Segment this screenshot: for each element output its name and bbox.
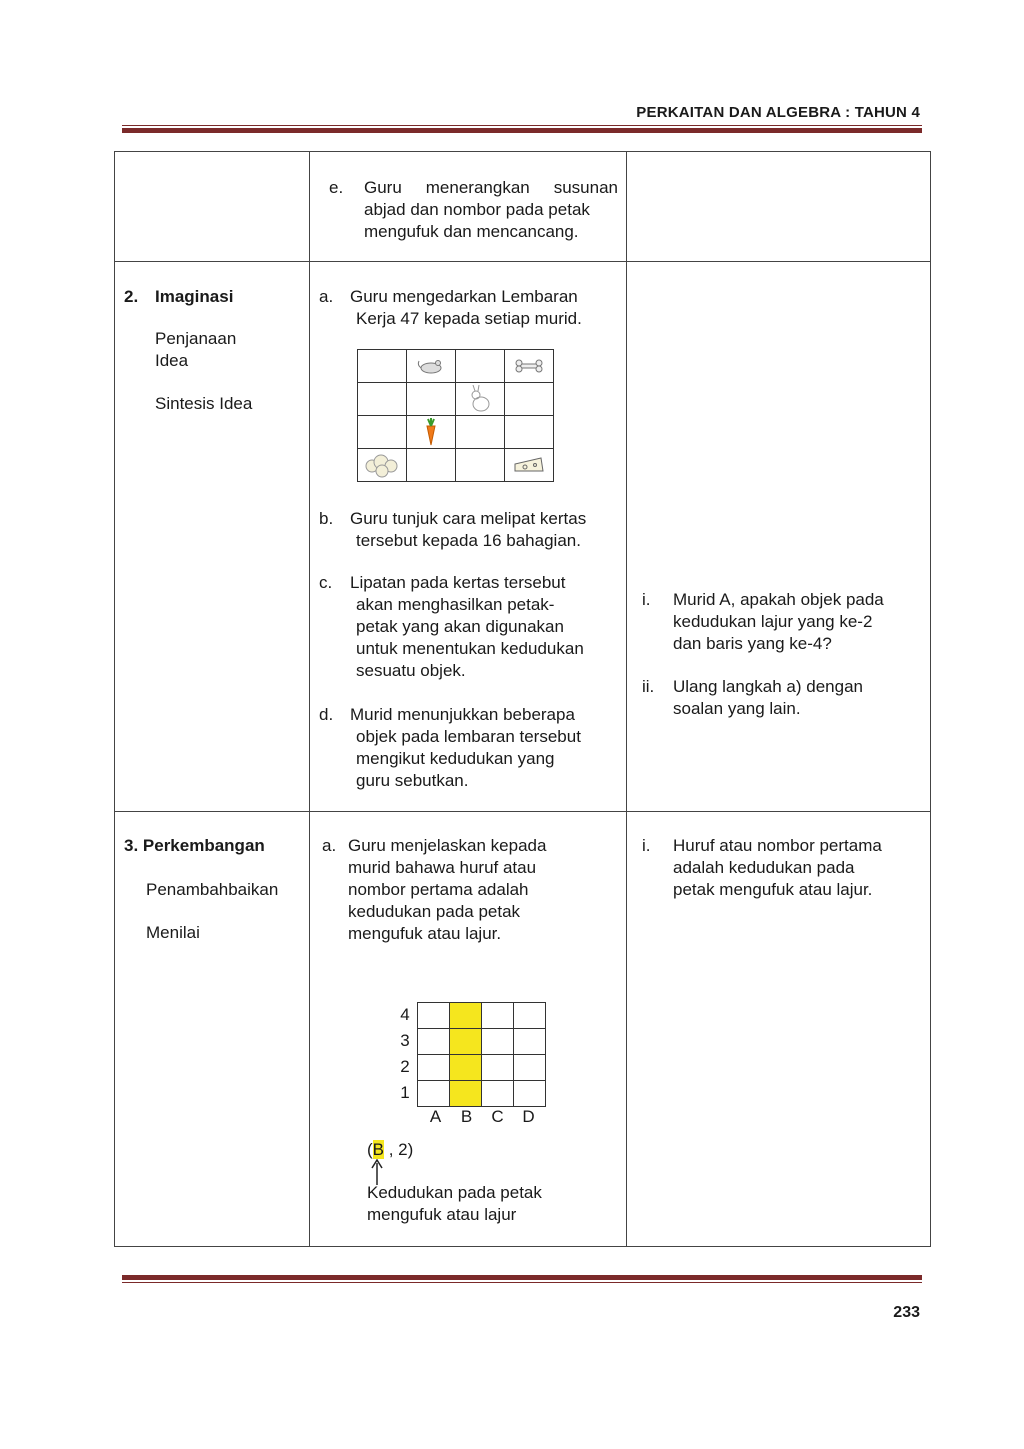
- question-ii-text: Ulang langkah a) dengan soalan yang lain.: [673, 677, 863, 718]
- note-i-text: Huruf atau nombor pertama adalah kedudukan pada petak mengufuk atau lajur.: [673, 836, 882, 899]
- item-a-text: Guru menjelaskan kepada murid bahawa huruf atau nombor pertama adalah kedudukan pada petak mengufuk atau lajur.: [348, 836, 547, 943]
- rabbit-icon: [467, 385, 493, 413]
- column-label: B: [460, 1107, 473, 1126]
- coordinate-grid: [417, 1002, 546, 1107]
- row-label: 3: [400, 1031, 410, 1050]
- worksheet-grid: [357, 349, 554, 482]
- running-header: PERKAITAN DAN ALGEBRA : TAHUN 4: [636, 104, 920, 121]
- column-label: C: [491, 1107, 504, 1126]
- column-divider: [626, 152, 627, 1246]
- column-label: A: [429, 1107, 442, 1126]
- item-marker: d.: [319, 705, 334, 724]
- subheading-menilai: Menilai: [146, 923, 200, 942]
- grid-caption: Kedudukan pada petak mengufuk atau lajur: [367, 1183, 542, 1224]
- question-i-text: Murid A, apakah objek pada kedudukan lajur yang ke-2 dan baris yang ke-4?: [673, 590, 884, 653]
- section-title: Imaginasi: [155, 287, 234, 306]
- highlighted-letter: B: [372, 1140, 385, 1159]
- item-marker: a.: [322, 836, 337, 855]
- subheading-sintesis: Sintesis Idea: [155, 394, 253, 413]
- section-number: 2.: [124, 287, 139, 306]
- header-rule: [122, 125, 922, 133]
- column-label: D: [522, 1107, 535, 1126]
- note-marker: i.: [642, 836, 651, 855]
- item-marker: e.: [329, 178, 344, 197]
- row-label: 1: [400, 1083, 410, 1102]
- row-label: 2: [400, 1057, 410, 1076]
- bone-icon: [514, 359, 544, 373]
- grid-row-labels: [399, 1002, 411, 1106]
- item-a-text: Guru mengedarkan Lembaran Kerja 47 kepada setiap murid.: [350, 287, 582, 328]
- column-divider: [309, 152, 310, 1246]
- cheese-icon: [513, 456, 545, 474]
- lesson-table: [114, 151, 931, 1247]
- question-marker: ii.: [642, 677, 655, 696]
- page-number: 233: [893, 1304, 920, 1321]
- subheading-penjanaan: Penjanaan Idea: [155, 329, 237, 370]
- mouse-icon: [416, 357, 446, 375]
- footer-rule: [122, 1275, 922, 1283]
- grid-column-labels: [420, 1106, 544, 1128]
- row-label: 4: [400, 1005, 410, 1024]
- item-marker: b.: [319, 509, 334, 528]
- item-marker: a.: [319, 287, 334, 306]
- item-c-text: Lipatan pada kertas tersebut akan menghasilkan petak- petak yang akan digunakan untuk menentukan kedudukan sesuatu objek.: [350, 573, 584, 680]
- carrot-icon: [420, 418, 442, 446]
- subheading-penambahbaikan: Penambahbaikan: [146, 880, 279, 899]
- section-title: 3. Perkembangan: [124, 836, 265, 855]
- popcorn-icon: [364, 452, 400, 478]
- item-d-text: Murid menunjukkan beberapa objek pada lembaran tersebut mengikut kedudukan yang guru sebutkan.: [350, 705, 581, 790]
- row-divider: [115, 811, 930, 812]
- question-marker: i.: [642, 590, 651, 609]
- item-marker: c.: [319, 573, 333, 592]
- row-divider: [115, 261, 930, 262]
- item-e-text: Guru menerangkan susunan abjad dan nombor pada petak mengufuk dan mencancang.: [364, 178, 618, 241]
- item-b-text: Guru tunjuk cara melipat kertas tersebut kepada 16 bahagian.: [350, 509, 587, 550]
- coordinate-example: (B , 2): [367, 1140, 414, 1159]
